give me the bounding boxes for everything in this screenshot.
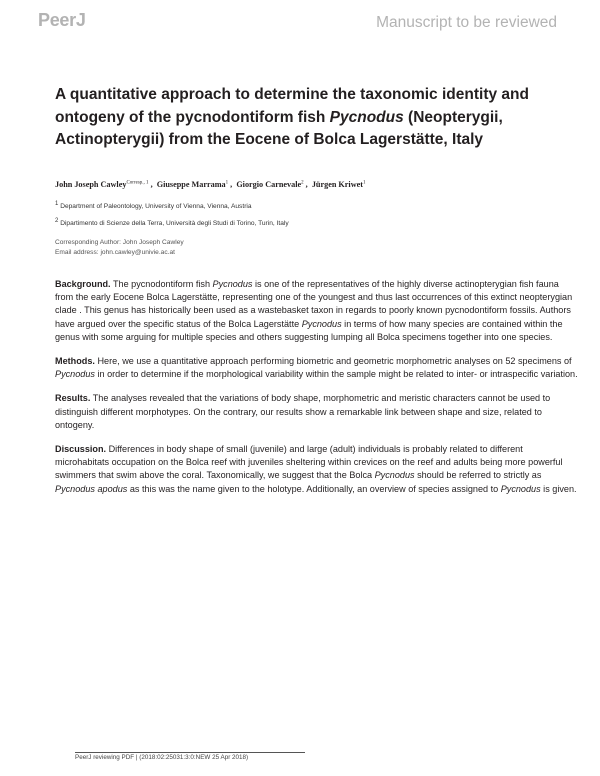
author-affiliation-marker: 1 [362, 180, 366, 186]
author-list: John Joseph Cawley$^{Corresp., 1}$ , Giuseppe Marrama$^1$ , Giorgio Carnevale$^2$ , Jürgen Kriwet$^1$ [55, 180, 366, 189]
title-text: A quantitative approach to determine the taxonomic identity and ontogeny of the pycnodontiform fish [55, 86, 529, 126]
author-affiliation-marker: 2 [301, 180, 304, 186]
section-text: should be referred to strictly as [414, 470, 542, 481]
article-title [55, 84, 565, 152]
peerj-logo: PeerJ [38, 10, 86, 30]
section-text: as this was the name given to the holotype. Additionally, an overview of species assigned to [127, 483, 501, 494]
genus-name: Pycnodus [55, 369, 95, 380]
page-footer: PeerJ reviewing PDF | (2018:02:25031:3:0:NEW 25 Apr 2018) [75, 752, 305, 761]
author-name: Giorgio Carnevale [236, 180, 302, 189]
manuscript-status: Manuscript to be reviewed [376, 14, 557, 31]
genus-name: Pycnodus [301, 318, 342, 329]
section-heading: Methods. [55, 356, 95, 367]
affiliation-text: Department of Paleontology, University of Vienna, Vienna, Austria [60, 203, 252, 211]
affiliation-2 [55, 218, 575, 227]
section-text: is given. [540, 483, 577, 494]
affiliation-number: 2 [55, 218, 59, 224]
corresponding-email: Email address: john.cawley@univie.ac.at [55, 249, 175, 256]
genus-name: Pycnodus [500, 483, 541, 494]
affiliation-1 [55, 201, 575, 210]
section-text: Differences in body shape of small (juvenile) and large (adult) individuals is probably related to different microhabitats occupation on the Bolca reef with juveniles sheltering within crevices on the reef and adults being more powerful swimmers that swim above the coral. Taxonomically, we suggest that the Bolca [55, 444, 563, 481]
abstract-results [55, 392, 578, 432]
genus-name: Pycnodus [374, 470, 415, 481]
author-name: Giuseppe Marrama [156, 180, 226, 189]
section-heading: Discussion. [55, 444, 107, 455]
section-text: is one of the representatives of the highly diverse actinopterygian fish fauna from the early Eocene Bolca Lagerstätte, representing one of the youngest and thus last occurrences of this extinct neopterygian clade . This genus has historically been used as a wastebasket taxon in regards to poorly known pycnodontiform fossils. Authors have argued over the specific status of the Bolca Lagerstätte [55, 279, 573, 329]
section-text: in terms of how many species are contained within the genus with some arguing for multiple species and others suggesting lumping all Bolca specimens together into one species. [55, 318, 563, 342]
abstract [55, 278, 578, 507]
abstract-methods [55, 355, 578, 381]
author-name: John Joseph Cawley [55, 180, 127, 189]
section-text: in order to determine if the morphological variability within the sample might be related to inter- or intraspecific variation. [94, 369, 578, 380]
section-text: The analyses revealed that the variations of body shape, morphometric and meristic characters cannot be used to distinguish different morphotypes. On the contrary, our results show a remarkable link between shape and size, related to ontogeny. [55, 393, 551, 430]
section-heading: Results. [55, 393, 91, 404]
abstract-discussion [55, 443, 578, 496]
title-genus: Pycnodus [329, 108, 404, 126]
author-affiliation-marker: Corresp., 1 [126, 180, 149, 186]
affiliation-text: Dipartimento di Scienze della Terra, Università degli Studi di Torino, Turin, Italy [60, 220, 289, 228]
genus-name: Pycnodus [212, 279, 253, 289]
section-heading: Background. [55, 279, 111, 289]
title-text-end: (Neopterygii, Actinopterygii) from the Eocene of Bolca Lagerstätte, Italy [55, 108, 503, 148]
section-text: Here, we use a quantitative approach performing biometric and geometric morphometric analyses on 52 specimens of [94, 356, 572, 367]
section-text: The pycnodontiform fish [110, 279, 213, 289]
species-name: Pycnodus apodus [55, 483, 128, 494]
corresponding-author: Corresponding Author: John Joseph Cawley [55, 239, 184, 246]
abstract-background [55, 278, 578, 344]
affiliation-number: 1 [55, 201, 59, 207]
author-name: Jürgen Kriwet [311, 180, 363, 189]
author-affiliation-marker: 1 [225, 180, 229, 186]
